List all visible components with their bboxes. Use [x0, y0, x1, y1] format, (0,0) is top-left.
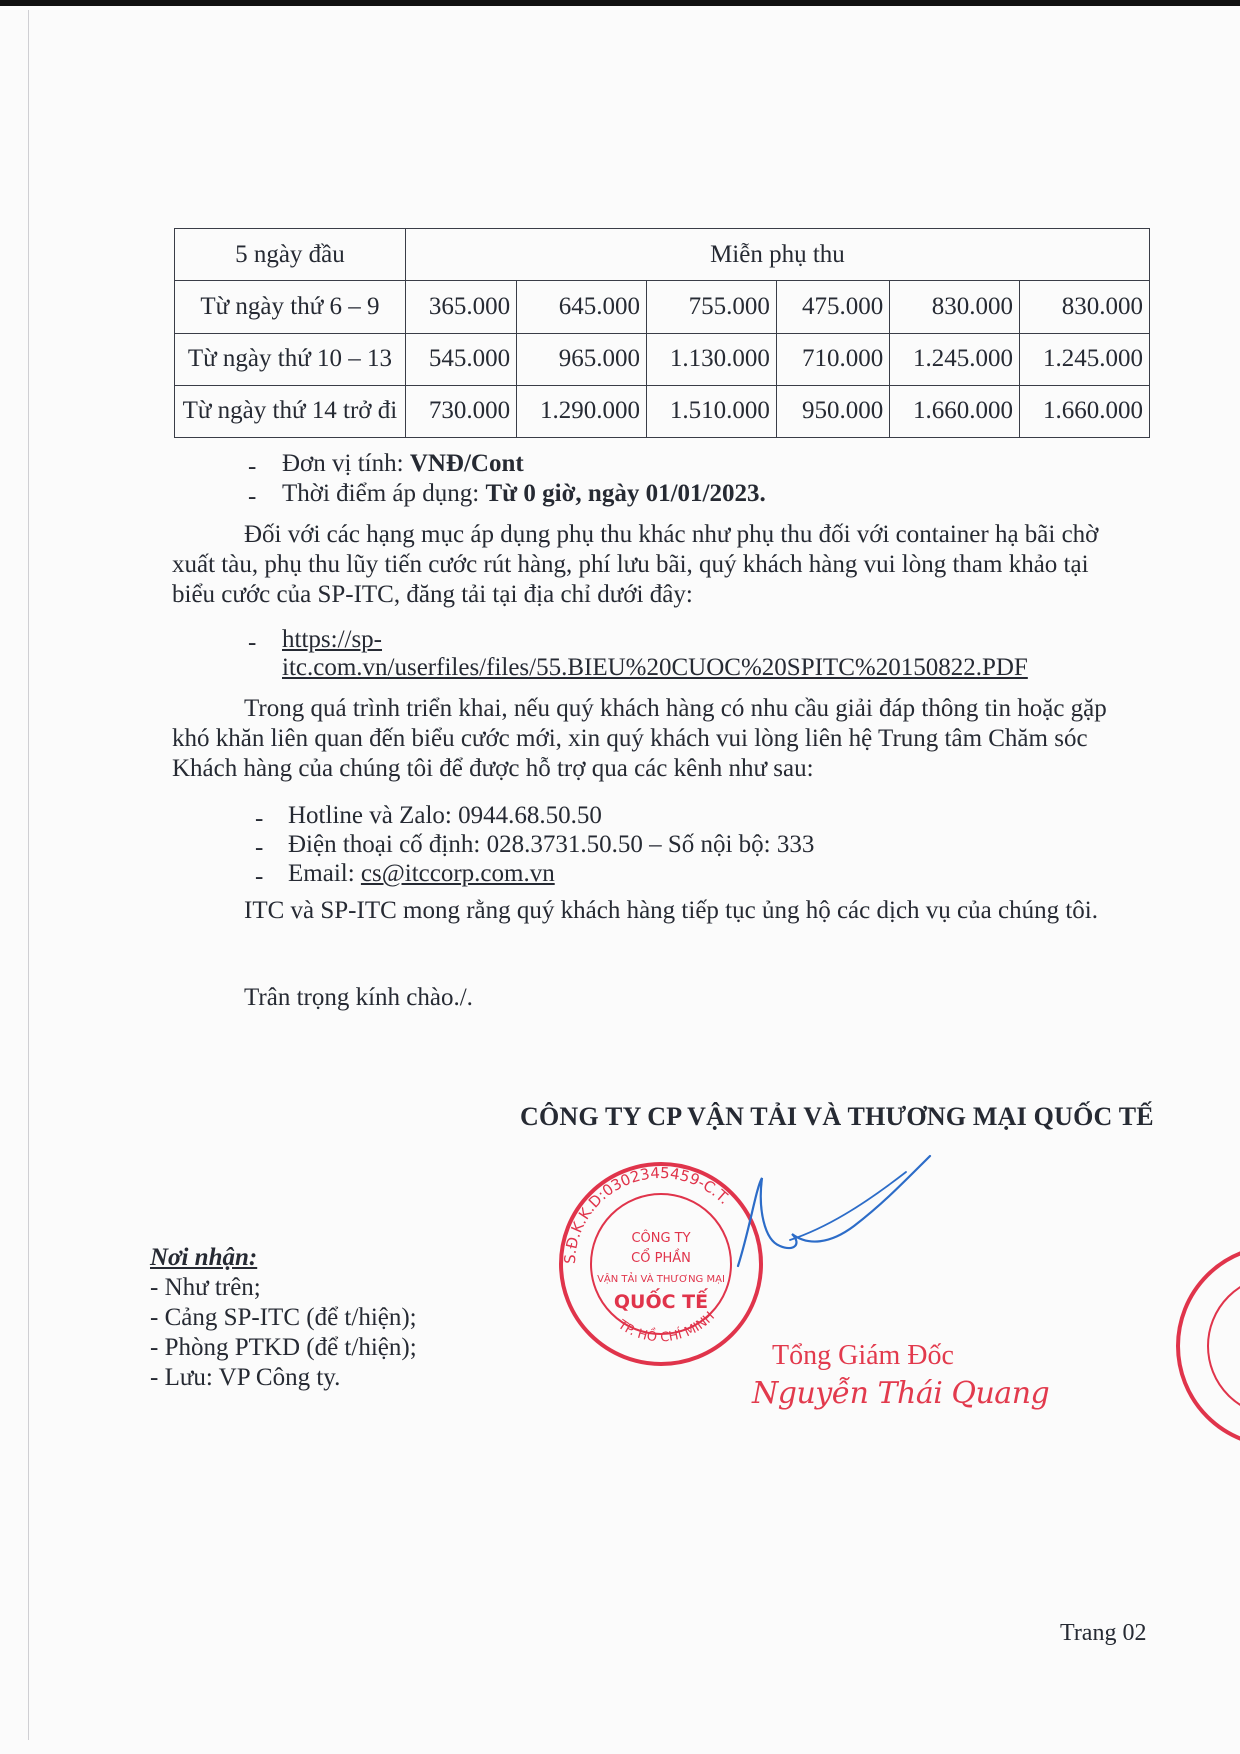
- effective-note: [282, 479, 766, 509]
- partial-stamp: [1168, 1228, 1240, 1458]
- fee-cell: 730.000: [405, 385, 516, 437]
- table-row: [175, 281, 1150, 333]
- stamp-line: QUỐC TẾ: [613, 1291, 709, 1313]
- paragraph-line: biểu cước của SP-ITC, đăng tải tại địa chỉ dưới đây:: [172, 581, 693, 608]
- unit-value: VNĐ/Cont: [409, 450, 524, 477]
- fee-cell: 1.510.000: [646, 385, 776, 437]
- recipients-block: [150, 1243, 417, 1393]
- stamp-line: CÔNG TY: [631, 1231, 691, 1246]
- fee-cell: 965.000: [517, 333, 647, 385]
- fee-cell: 1.660.000: [1020, 385, 1150, 437]
- recipients-heading: Nơi nhận:: [150, 1244, 258, 1271]
- bullet-dash: -: [248, 629, 257, 656]
- stamp-ring-text: S.Đ.K.K.D:0302345459-C.T.: [560, 1163, 734, 1265]
- row-label: 5 ngày đầu: [175, 229, 406, 281]
- effective-label: Thời điểm áp dụng:: [282, 480, 486, 507]
- fee-cell: 365.000: [405, 281, 516, 333]
- stamp-inner-ring: [1208, 1276, 1240, 1416]
- fee-cell: 830.000: [890, 281, 1020, 333]
- fee-cell: 645.000: [517, 281, 647, 333]
- recipient-item: - Lưu: VP Công ty.: [150, 1364, 341, 1391]
- paragraph-line: khó khăn liên quan đến biểu cước mới, xin quý khách vui lòng liên hệ Trung tâm Chăm sóc: [172, 725, 1088, 752]
- recipient-item: - Cảng SP-ITC (để t/hiện);: [150, 1304, 417, 1331]
- fee-cell: 475.000: [776, 281, 889, 333]
- stamp-bottom-text: TP. HỒ CHÍ MINH: [615, 1309, 718, 1346]
- fee-cell: 1.130.000: [646, 333, 776, 385]
- company-name: CÔNG TY CP VẬN TẢI VÀ THƯƠNG MẠI QUỐC TẾ: [520, 1102, 1154, 1131]
- table-row: [175, 229, 1150, 281]
- tariff-link-line1[interactable]: https://sp-: [282, 626, 383, 653]
- recipient-item: - Như trên;: [150, 1274, 261, 1301]
- tariff-link-continued[interactable]: [282, 653, 1028, 683]
- free-cell: Miễn phụ thu: [405, 229, 1149, 281]
- paragraph-surcharge: [172, 520, 1152, 610]
- fee-cell: 1.290.000: [517, 385, 647, 437]
- page-left-edge: [28, 10, 29, 1740]
- unit-label: Đơn vị tính:: [282, 450, 410, 477]
- fee-table: [174, 228, 1150, 438]
- fee-cell: 830.000: [1020, 281, 1150, 333]
- director-signature: [730, 1148, 950, 1278]
- bullet-dash: -: [255, 834, 264, 861]
- recipient-item: - Phòng PTKD (để t/hiện);: [150, 1334, 417, 1361]
- signatory-title: Tổng Giám Đốc: [772, 1340, 954, 1371]
- effective-value: Từ 0 giờ, ngày 01/01/2023.: [485, 480, 766, 507]
- table-row: [175, 385, 1150, 437]
- tariff-link[interactable]: [282, 625, 382, 655]
- paragraph-line: Khách hàng của chúng tôi để được hỗ trợ qua các kênh như sau:: [172, 755, 814, 782]
- fee-cell: 950.000: [776, 385, 889, 437]
- fee-cell: 1.245.000: [1020, 333, 1150, 385]
- page-number: Trang 02: [1060, 1620, 1147, 1646]
- paragraph-support: [172, 694, 1152, 784]
- signature-stroke: [738, 1156, 930, 1266]
- bullet-dash: -: [255, 863, 264, 890]
- stamp-line: VẬN TẢI VÀ THƯƠNG MẠI: [597, 1274, 725, 1285]
- closing-line: ITC và SP-ITC mong rằng quý khách hàng tiếp tục ủng hộ các dịch vụ của chúng tôi.: [244, 897, 1098, 924]
- page-top-edge: [0, 0, 1240, 14]
- signatory-name: Nguyễn Thái Quang: [752, 1376, 1050, 1411]
- email-label: Email:: [288, 860, 361, 887]
- row-label: Từ ngày thứ 14 trở đi: [175, 385, 406, 437]
- bullet-dash: -: [255, 805, 264, 832]
- paragraph-line: Đối với các hạng mục áp dụng phụ thu khác như phụ thu đối với container hạ bãi chờ: [244, 521, 1099, 548]
- hotline: Hotline và Zalo: 0944.68.50.50: [288, 802, 602, 829]
- paragraph-line: Trong quá trình triển khai, nếu quý khách hàng có nhu cầu giải đáp thông tin hoặc gặp: [244, 695, 1107, 722]
- row-label: Từ ngày thứ 10 – 13: [175, 333, 406, 385]
- fee-cell: 545.000: [405, 333, 516, 385]
- unit-note: [282, 449, 524, 479]
- fee-cell: 1.245.000: [890, 333, 1020, 385]
- regards: Trân trọng kính chào./.: [244, 984, 473, 1011]
- table-row: [175, 333, 1150, 385]
- fee-cell: 1.660.000: [890, 385, 1020, 437]
- bullet-dash: -: [248, 453, 257, 480]
- fee-cell: 755.000: [646, 281, 776, 333]
- bullet-dash: -: [248, 483, 257, 510]
- row-label: Từ ngày thứ 6 – 9: [175, 281, 406, 333]
- tariff-link-line2[interactable]: itc.com.vn/userfiles/files/55.BIEU%20CUOC%20SPITC%20150822.PDF: [282, 654, 1028, 681]
- paragraph-line: xuất tàu, phụ thu lũy tiến cước rút hàng, phí lưu bãi, quý khách hàng vui lòng tham khảo tại: [172, 551, 1089, 578]
- landline: Điện thoại cố định: 028.3731.50.50 – Số nội bộ: 333: [288, 831, 815, 858]
- email-line: [288, 859, 555, 889]
- fee-cell: 710.000: [776, 333, 889, 385]
- email-link[interactable]: cs@itccorp.com.vn: [360, 860, 555, 887]
- stamp-line: CỔ PHẦN: [631, 1251, 691, 1266]
